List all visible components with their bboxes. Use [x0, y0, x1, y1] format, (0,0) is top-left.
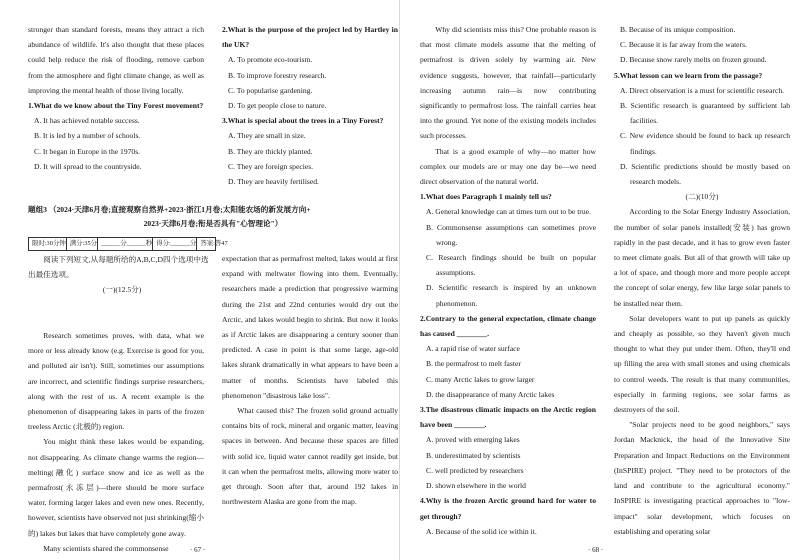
paragraph: What caused this? The frozen solid ground actually contains bits of rock, mineral and organic matter, leaving spaces in between. And because these spaces are filled with solid ice, liquid water cannot readily get inside, but it can when the permafrost melts, allowing more water to get through. Soon after that, around 192 lakes in northwestern Alaska are gone from the map.	[222, 406, 398, 507]
section-title-main: 题组3 （2024·天津6月卷;直接观察自然界+2023·浙江1月卷;太阳能农场的新发展方向+	[28, 205, 311, 214]
option[interactable]: C. many Arctic lakes to grow larger	[426, 374, 535, 384]
time-limit: 限时:30分钟	[29, 238, 67, 250]
part-heading: (一)(12.5分)	[102, 285, 142, 295]
option[interactable]: B. underestimated by scientists	[426, 450, 521, 460]
part-heading: (二)(10分)	[685, 192, 719, 202]
paragraph: Why did scientists miss this? One probable reason is that most climate models assume that the melting of permafrost is driven solely by warming air. New evidence suggests, however, that rainfall—particularly increasing autumn rain—is now contributing significantly to permafrost loss. The rainfall carries heat into the ground. Yet none of the existing models includes such processes.	[420, 25, 596, 141]
option[interactable]: A. It has achieved notable success.	[34, 116, 140, 126]
time-score-bar	[28, 237, 228, 251]
option[interactable]: D. They are heavily fertilised.	[228, 177, 319, 187]
instruction-text: 阅读下列短文,从每题所给的A,B,C,D四个选项中选出最佳选项。	[28, 255, 209, 280]
option[interactable]: B. Because of its unique composition.	[620, 25, 736, 34]
option[interactable]: C. It began in Europe in the 1970s.	[34, 146, 141, 156]
option[interactable]: B. Commonsense assumptions can sometimes prove wrong.	[426, 222, 596, 247]
paragraph: Many scientists shared the commonsense	[43, 543, 169, 553]
option[interactable]: B. It is led by a number of schools.	[34, 131, 141, 141]
question-3: 3.The disastrous climatic impacts on the Arctic region have been ________.	[420, 405, 596, 430]
option[interactable]: D. Scientific predictions should be mostly based on research models.	[620, 161, 790, 187]
paragraph: Solar developers want to put up panels as quickly and cheaply as possible, so they haven't given much thought to what they put under them. Often, they'll end up filling the area with small stones and using chemicals to control weeds. The result is that many communities, especially in farming regions, see solar farms as destroyers of the soil.	[614, 313, 790, 415]
left-column-3	[28, 328, 204, 556]
question-1: 1.What does Paragraph 1 mainly tell us?	[420, 192, 552, 202]
paragraph: According to the Solar Energy Industry Association, the number of solar panels installed(安装) has grown rapidly in the past decade, and it has to grow even faster to meet climate goals. But all of that growth will take up a lot of space, and though more and more people accept the concept of solar energy, few like large solar panels to be installed near them.	[614, 207, 790, 308]
option[interactable]: D. It will spread to the countryside.	[34, 161, 142, 171]
option[interactable]: A. Direct observation is a must for scientific research.	[620, 85, 785, 95]
paragraph: Research sometimes proves, with data, what we more or less already know (e.g. Exercise is good for you, and polluted air isn't). Still, sometimes our assumptions are incorrect, and scientific findings surprise researchers, along with the rest of us. A recent example is the phenomenon of disappearing lakes in parts of the frozen treeless Arctic (北极的) region.	[28, 331, 204, 432]
option[interactable]: A. proved with emerging lakes	[426, 435, 520, 445]
score-field[interactable]: 得分:______分	[153, 238, 197, 250]
question-2: 2.What is the purpose of the project led by Hartley in the UK?	[222, 25, 398, 50]
option[interactable]: D. To get people close to nature.	[228, 101, 327, 111]
section-title-sub: 2023·天津6月卷;衔是否具有"心智理论"）	[143, 219, 283, 228]
question-5: 5.What lesson can we learn from the passage?	[614, 70, 763, 80]
instructions	[28, 252, 216, 298]
page-number: · 68 ·	[588, 546, 604, 554]
right-column-2	[614, 22, 790, 539]
question-3: 3.What is special about the trees in a Tiny Forest?	[222, 116, 384, 126]
option[interactable]: C. well predicted by researchers	[426, 465, 524, 475]
option[interactable]: C. Because it is far away from the waters.	[620, 40, 747, 50]
paragraph: "Solar projects need to be good neighbors," says Jordan Macknick, the head of the Innovative Site Preparation and Impact Reductions on the Environment (InSPIRE) project. "They need to be protectors of the land and contribute to the agricultural economy." InSPIRE is investigating practical approaches to "low-impact" solar development, which focuses on establishing and operating solar	[614, 420, 790, 536]
option[interactable]: A. They are small in size.	[228, 131, 306, 141]
left-column-4	[222, 251, 398, 509]
option[interactable]: C. Research findings should be built on popular assumptions.	[426, 253, 596, 278]
option[interactable]: B. To improve forestry research.	[228, 70, 327, 80]
time-used[interactable]: ______分______秒	[98, 238, 153, 250]
option[interactable]: D. the disappearance of many Arctic lakes	[426, 389, 555, 399]
option[interactable]: A. To promote eco-tourism.	[228, 55, 313, 65]
option[interactable]: B. They are thickly planted.	[228, 146, 313, 156]
answer-ref: 答案:答47	[200, 240, 228, 247]
passage-continuation: stronger than standard forests, means they attract a rich abundance of wildlife. It's also thought that these places could help reduce the risk of flooding, remove carbon from the atmosphere and fight climate change, as well as improving the mental health of those living locally.	[28, 25, 204, 95]
option[interactable]: D. Because snow rarely melts on frozen ground.	[620, 55, 767, 65]
full-score: 满分:35分	[67, 238, 98, 250]
question-4: 4.Why is the frozen Arctic ground hard for water to get through?	[420, 496, 596, 521]
page-number: · 67 ·	[190, 546, 206, 554]
option[interactable]: C. New evidence should be found to back up research findings.	[620, 131, 790, 156]
paragraph: expectation that as permafrost melted, lakes would at first expand with meltwater flowing into them. Eventually, researchers made a prediction that progressive warming during the 21st and 22nd centuries would dry out the Arctic, and lakes would begin to shrink. But now it looks as if Arctic lakes are disappearing a century sooner than predicted. A case in point is that some large, age-old lakes shrank dramatically in what appears to have been a matter of months. Scientists have labeled this phenomenon "disastrous lake loss".	[222, 254, 398, 400]
paragraph: You might think these lakes would be expanding, not disappearing. As climate change warms the region—melting(融化) surface snow and ice as well as the permafrost(永冻层)—there should be more surface water, forming larger lakes and even new ones. Recently, however, scientists have observed not just shrinking(缩小的) lakes but lakes that have completely gone away.	[28, 437, 204, 538]
option[interactable]: C. They are foreign species.	[228, 161, 314, 171]
option[interactable]: D. shown elsewhere in the world	[426, 481, 526, 491]
option[interactable]: A. Because of the solid ice within it.	[426, 526, 537, 536]
question-2: 2.Contrary to the general expectation, climate change has caused ________.	[420, 313, 596, 339]
question-1: 1.What do we know about the Tiny Forest movement?	[28, 101, 204, 111]
option[interactable]: B. the permafrost to melt faster	[426, 359, 521, 369]
right-column-1	[420, 22, 596, 539]
left-column-2	[222, 22, 398, 189]
section-title	[28, 203, 398, 231]
left-column-1	[28, 22, 204, 174]
option[interactable]: C. To popularise gardening.	[228, 85, 313, 95]
right-page	[400, 0, 800, 560]
option[interactable]: A. General knowledge can at times turn out to be true.	[426, 207, 591, 217]
option[interactable]: D. Scientific research is inspired by an unknown phenomenon.	[426, 283, 596, 308]
option[interactable]: B. Scientific research is guaranteed by sufficient lab facilities.	[620, 101, 790, 126]
paragraph: That is a good example of why—no matter how complex our models are or may one day be—we need direct observation of the natural world.	[420, 146, 596, 187]
option[interactable]: A. a rapid rise of water surface	[426, 344, 520, 354]
